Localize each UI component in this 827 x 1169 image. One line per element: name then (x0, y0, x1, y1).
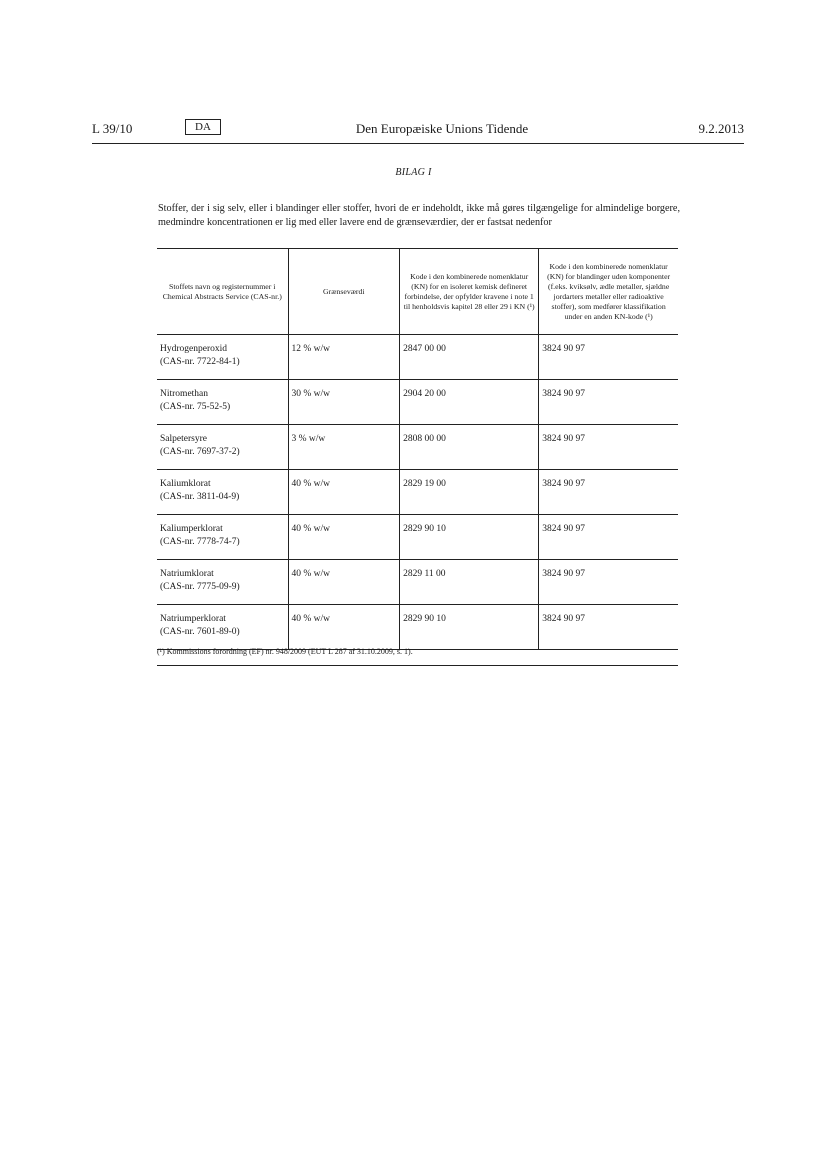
cn-isolated-cell: 2904 20 00 (400, 380, 539, 425)
substance-cell (157, 470, 288, 515)
cn-isolated-cell: 2829 19 00 (400, 470, 539, 515)
footnote-divider (157, 665, 678, 666)
limit-cell: 30 % w/w (288, 380, 400, 425)
publication-date: 9.2.2013 (698, 121, 744, 136)
table-header-row (157, 249, 678, 335)
cas-number: (CAS-nr. 7775-09-9) (160, 582, 240, 592)
page-reference: L 39/10 (92, 121, 133, 136)
limit-cell: 40 % w/w (288, 560, 400, 605)
cn-mixture-cell: 3824 90 97 (539, 560, 678, 605)
substance-cell (157, 380, 288, 425)
cn-mixture-cell: 3824 90 97 (539, 380, 678, 425)
table-row (157, 425, 678, 470)
table-row (157, 335, 678, 380)
limit-cell: 12 % w/w (288, 335, 400, 380)
cn-isolated-cell: 2808 00 00 (400, 425, 539, 470)
limit-cell: 40 % w/w (288, 605, 400, 650)
cas-number: (CAS-nr. 7722-84-1) (160, 357, 240, 367)
substance-name: Kaliumperklorat (160, 524, 223, 534)
cn-mixture-cell: 3824 90 97 (539, 425, 678, 470)
cn-isolated-cell: 2829 11 00 (400, 560, 539, 605)
substance-cell (157, 515, 288, 560)
header-divider (92, 143, 744, 144)
table-row (157, 470, 678, 515)
header-cn-mixture: Kode i den kombinerede nomenklatur (KN) for blandinger uden komponenter (f.eks. kviksølv, ædle metaller, sjældne jordarters metaller eller radioaktive stoffer), som medfører klassifikation under en anden KN-kode (¹) (539, 249, 678, 335)
header-cn-isolated: Kode i den kombinerede nomenklatur (KN) for en isoleret kemisk defineret forbindelse, der opfylder kravene i note 1 til henholdsvis kapitel 28 eller 29 i KN (¹) (400, 249, 539, 335)
substance-name: Kaliumklorat (160, 479, 211, 489)
header-substance: Stoffets navn og registernummer i Chemical Abstracts Service (CAS-nr.) (157, 249, 288, 335)
substance-cell (157, 560, 288, 605)
cn-mixture-cell: 3824 90 97 (539, 605, 678, 650)
header-limit: Grænseværdi (288, 249, 400, 335)
limit-cell: 3 % w/w (288, 425, 400, 470)
cn-isolated-cell: 2847 00 00 (400, 335, 539, 380)
table-row (157, 560, 678, 605)
intro-paragraph: Stoffer, der i sig selv, eller i blandinger eller stoffer, hvori de er indeholdt, ikke må gøres tilgængelige for almindelige borgere, medmindre koncentrationen er lig med eller lavere end de grænseværdier, der er fastsat nedenfor (158, 203, 680, 228)
table-row (157, 380, 678, 425)
cas-number: (CAS-nr. 7778-74-7) (160, 537, 240, 547)
limit-cell: 40 % w/w (288, 515, 400, 560)
cn-mixture-cell: 3824 90 97 (539, 515, 678, 560)
cas-number: (CAS-nr. 7697-37-2) (160, 447, 240, 457)
cn-isolated-cell: 2829 90 10 (400, 515, 539, 560)
substance-cell (157, 335, 288, 380)
substance-name: Nitromethan (160, 389, 209, 399)
cas-number: (CAS-nr. 3811-04-9) (160, 492, 240, 502)
substances-table (157, 248, 678, 650)
page-header (92, 118, 744, 142)
substance-name: Natriumperklorat (160, 614, 226, 624)
limit-cell: 40 % w/w (288, 470, 400, 515)
cas-number: (CAS-nr. 7601-89-0) (160, 627, 240, 637)
cas-number: (CAS-nr. 75-52-5) (160, 402, 231, 412)
annex-title: BILAG I (395, 167, 432, 178)
substance-cell (157, 605, 288, 650)
substance-name: Natriumklorat (160, 569, 214, 579)
table-row (157, 515, 678, 560)
substance-name: Hydrogenperoxid (160, 344, 228, 354)
cn-mixture-cell: 3824 90 97 (539, 335, 678, 380)
substance-cell (157, 425, 288, 470)
cn-mixture-cell: 3824 90 97 (539, 470, 678, 515)
language-badge: DA (185, 119, 221, 135)
footnote: (¹) Kommissions forordning (EF) nr. 948/2009 (EUT L 287 af 31.10.2009, s. 1). (157, 647, 413, 656)
substance-name: Salpetersyre (160, 434, 207, 444)
cn-isolated-cell: 2829 90 10 (400, 605, 539, 650)
journal-title: Den Europæiske Unions Tidende (355, 121, 529, 136)
table-row (157, 605, 678, 650)
